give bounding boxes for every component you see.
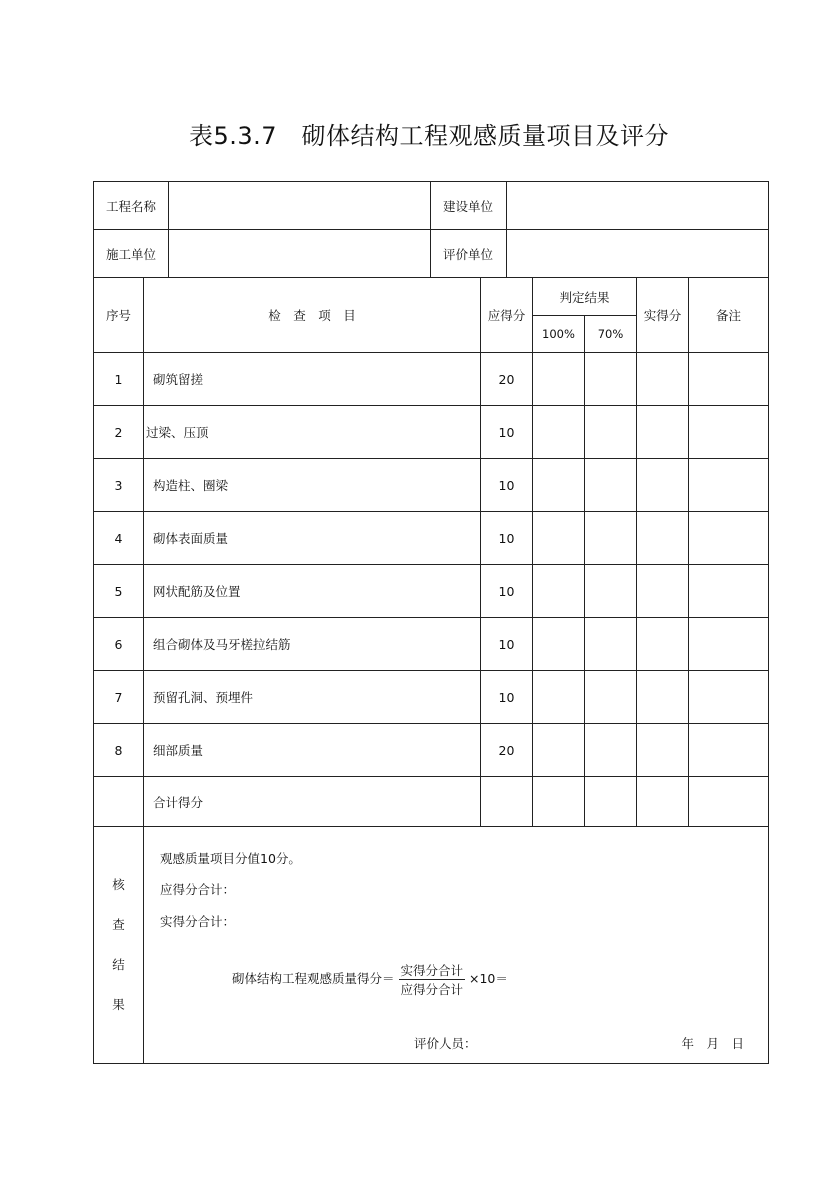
project-name-field[interactable] — [169, 182, 431, 230]
row-70pct[interactable] — [585, 671, 637, 724]
row-actual-score[interactable] — [637, 618, 689, 671]
row-item: 预留孔洞、预埋件 — [144, 671, 481, 724]
result-content — [144, 827, 769, 1064]
evaluator-unit-label: 评价单位 — [431, 230, 507, 278]
score-table — [93, 277, 769, 1064]
table-row — [94, 512, 769, 565]
table-row — [94, 406, 769, 459]
actual-score-total: 实得分合计： — [160, 914, 236, 929]
header-item: 检 查 项 目 — [144, 278, 481, 353]
header-actual-score: 实得分 — [637, 278, 689, 353]
row-70pct[interactable] — [585, 724, 637, 777]
total-row — [94, 777, 769, 827]
header-no: 序号 — [94, 278, 144, 353]
row-item: 组合砌体及马牙槎拉结筋 — [144, 618, 481, 671]
info-table — [93, 181, 769, 278]
row-actual-score[interactable] — [637, 565, 689, 618]
row-no: 5 — [94, 565, 144, 618]
evaluator-unit-field[interactable] — [507, 230, 769, 278]
side-char: 核 — [112, 877, 125, 892]
row-70pct[interactable] — [585, 406, 637, 459]
header-remark: 备注 — [689, 278, 769, 353]
row-100pct[interactable] — [533, 459, 585, 512]
formula-numerator: 实得分合计 — [400, 963, 464, 978]
total-should-score[interactable] — [481, 777, 533, 827]
row-remark[interactable] — [689, 671, 769, 724]
row-actual-score[interactable] — [637, 512, 689, 565]
row-remark[interactable] — [689, 618, 769, 671]
row-100pct[interactable] — [533, 724, 585, 777]
row-70pct[interactable] — [585, 353, 637, 406]
row-actual-score[interactable] — [637, 406, 689, 459]
header-row — [94, 278, 769, 316]
row-remark[interactable] — [689, 459, 769, 512]
should-score-total: 应得分合计： — [160, 882, 236, 897]
row-actual-score[interactable] — [637, 353, 689, 406]
row-70pct[interactable] — [585, 459, 637, 512]
row-should-score: 10 — [481, 565, 533, 618]
row-100pct[interactable] — [533, 353, 585, 406]
total-label: 合计得分 — [144, 777, 481, 827]
row-should-score: 10 — [481, 618, 533, 671]
row-no: 3 — [94, 459, 144, 512]
table-row — [94, 618, 769, 671]
formula-denominator: 应得分合计 — [400, 982, 464, 997]
side-char: 果 — [112, 997, 125, 1012]
table-row — [94, 459, 769, 512]
table-row — [94, 671, 769, 724]
header-judgement: 判定结果 — [533, 278, 637, 316]
row-no: 4 — [94, 512, 144, 565]
row-no: 2 — [94, 406, 144, 459]
row-should-score: 10 — [481, 406, 533, 459]
row-item: 细部质量 — [144, 724, 481, 777]
formula-fraction — [399, 961, 466, 998]
row-remark[interactable] — [689, 406, 769, 459]
builder-field[interactable] — [507, 182, 769, 230]
row-100pct[interactable] — [533, 618, 585, 671]
builder-label: 建设单位 — [431, 182, 507, 230]
result-row — [94, 827, 769, 1064]
table-row — [94, 724, 769, 777]
page-title: 表5.3.7 砌体结构工程观感质量项目及评分 — [188, 122, 670, 150]
row-100pct[interactable] — [533, 406, 585, 459]
row-remark[interactable] — [689, 565, 769, 618]
row-100pct[interactable] — [533, 671, 585, 724]
row-no: 8 — [94, 724, 144, 777]
row-70pct[interactable] — [585, 565, 637, 618]
info-row — [94, 182, 769, 230]
row-70pct[interactable] — [585, 512, 637, 565]
row-no: 1 — [94, 353, 144, 406]
constructor-field[interactable] — [169, 230, 431, 278]
table-row — [94, 353, 769, 406]
side-char: 查 — [112, 917, 125, 932]
row-item: 网状配筋及位置 — [144, 565, 481, 618]
result-note: 观感质量项目分值10分。 — [160, 851, 301, 866]
row-should-score: 10 — [481, 671, 533, 724]
header-100pct: 100% — [533, 316, 585, 353]
total-actual-score[interactable] — [637, 777, 689, 827]
header-should-score: 应得分 — [481, 278, 533, 353]
row-should-score: 20 — [481, 353, 533, 406]
row-actual-score[interactable] — [637, 724, 689, 777]
row-remark[interactable] — [689, 724, 769, 777]
row-should-score: 20 — [481, 724, 533, 777]
date-label: 年 月 日 — [681, 1036, 745, 1051]
side-char: 结 — [112, 957, 125, 972]
header-70pct: 70% — [585, 316, 637, 353]
result-side-label — [94, 827, 144, 1064]
row-70pct[interactable] — [585, 618, 637, 671]
row-item: 砌体表面质量 — [144, 512, 481, 565]
formula-lhs: 砌体结构工程观感质量得分＝ — [232, 971, 395, 986]
row-item: 过梁、压顶 — [144, 406, 481, 459]
row-remark[interactable] — [689, 512, 769, 565]
total-100pct[interactable] — [533, 777, 585, 827]
total-remark[interactable] — [689, 777, 769, 827]
row-100pct[interactable] — [533, 512, 585, 565]
formula-rhs: ×10＝ — [469, 971, 508, 986]
table-row — [94, 565, 769, 618]
info-row — [94, 230, 769, 278]
evaluator-label: 评价人员： — [414, 1036, 477, 1051]
total-70pct[interactable] — [585, 777, 637, 827]
row-actual-score[interactable] — [637, 671, 689, 724]
row-no: 7 — [94, 671, 144, 724]
row-should-score: 10 — [481, 512, 533, 565]
row-item: 砌筑留搓 — [144, 353, 481, 406]
row-item: 构造柱、圈梁 — [144, 459, 481, 512]
row-remark[interactable] — [689, 353, 769, 406]
row-100pct[interactable] — [533, 565, 585, 618]
row-should-score: 10 — [481, 459, 533, 512]
row-actual-score[interactable] — [637, 459, 689, 512]
row-no: 6 — [94, 618, 144, 671]
constructor-label: 施工单位 — [94, 230, 169, 278]
score-formula — [232, 961, 508, 998]
project-name-label: 工程名称 — [94, 182, 169, 230]
